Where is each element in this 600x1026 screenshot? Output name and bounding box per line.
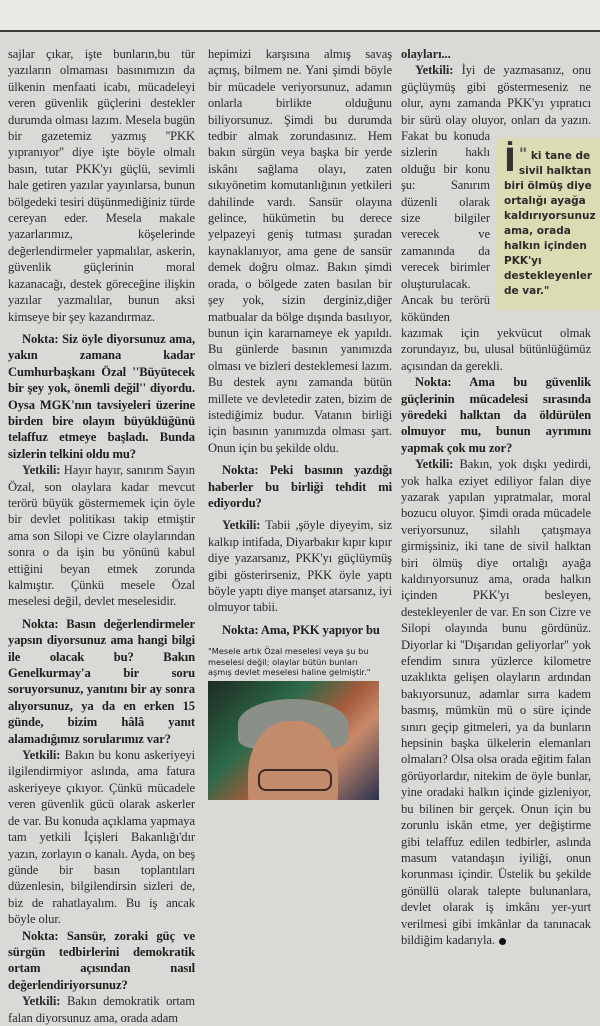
pull-quote-initial: İ [504,141,516,179]
answer-paragraph: Yetkili: İyi de yazmasanız, onu güçlüymüş gibi göstermeseniz ne olur, aynı zamanda PKK'yı yıpratıcı bir sürü olay oluyor, onları da yazın. Fakat bu konuda sizlerin haklı olduğu bir konu şu: Sanırım düzenli olarak size bilgiler verecek ve zamanında da verecek birimler oluşturulacak. Ancak bu terörü kökünden kazımak için yekvücut olmak zorundayız, bu, ulusal bütünlüğümüz açısından da gerekli. [401,63,591,373]
photo-caption: "Mesele artık Özal meselesi veya şu bu meselesi değil; olaylar bütün bunları aşmış devlet meselesi haline gelmiştir." [208,646,371,678]
portrait-photo [208,681,379,800]
pull-quote-text: ki tane de sivil halktan biri ölmüş diye ortalığı ayağa kaldırıyorsunuz ama, orada halkın içinden PKK'yı destekleyenler de var." [504,150,596,297]
text-column-1 [8,46,195,1026]
pull-quote [496,138,600,310]
answer-paragraph: Yetkili: Bakın demokratik ortam falan diyorsunuz ama, orada adam [8,994,195,1025]
text-column-2 [208,46,392,800]
answer-paragraph: Yetkili: Bakın, yok dışkı yedirdi, yok halka eziyet ediliyor falan diye yazarak yapılan yıpratmalar, moral bozucu oluyor. Şimdi orada mücadele veriyorsunuz, silahlı çatışmaya girmişsiniz, iki tane de sivil halktan biri ölmüş diye ortalığı ayağa kaldırıyorsunuz ama, orada halkın içinden PKK'yı besleyen, destekleyenler de var. En son Cizre ve Silopi olayında bunu gördünüz. Diyorlar ki ''Dışarıdan geliyorlar'' yok efendim sınıra yüzlerce kilometre uzaklıkta gelişen olayların ardından bakıyorsunuz, adamlar sırra kadem basmış, mümkün mü o süre içinde sınırı geçip gitmeleri, ya da bunların hepsinin başka ülkelerin elemanları olmaları? Olsa olsa orada eğitim falan görüyorlardır, nitekim de öyle bunlar, yine oradaki halkın içinde gizleniyor, bu bilinen bir gerçek. Onun için bu zorunlu iskân etme, yer değiştirme gibi telaffuz edilen tedbirler, aslında masum vatandaşın iyiliği, onun korunması içindir. Üstelik bu şekilde gönüllü olarak talepte bulunanlara, devlet olarak iş imkânı yer-yurt verilmesi gibi imkânlar da tanınacak bildiğim kadarıyla. [401,457,591,947]
paragraph: sajlar çıkar, işte bunların,bu tür yazıların olmaması basınımızın da ülkenin menfaati icabı, mücadeleyi veren güvenlik güçlerini destekler durumda olması lazım. Mesela bugün bir gazetemiz yazmış ''PKK yıpranıyor'' diye işte böyle olmalı basın, tutar PKK'yı güçlü, sevimli hale getiren yazılar yayınlarsa, bunun bölgedeki tesiri düşünmediğiniz türde cereyan eder. Mesela makale yazarlarımız, köşelerinde değerlendirmeler yapmalılar, askerin, güvenlik güçlerinin moral kazanacağı, destek göreceğine ilişkin yazılar yazmalılar, bunun aksi kimseye bir şey kazandırmaz. [8,47,195,324]
question-paragraph: Nokta: Ama, PKK yapıyor bu [222,622,380,637]
question-paragraph: Nokta: Ama bu güvenlik güçlerinin mücadelesi sırasında yöredeki halktan da öldürülen olmuyor mu, bunun ayrımını yapmak çok mu zor? [401,375,591,455]
page-top-rule [0,0,600,32]
answer-paragraph: Yetkili: Tabii ,şöyle diyeyim, siz kalkıp intifada, Diyarbakır kıpır kıpır diye yazarsanız, PKK'yı güçlüymüş gibi gösterirseniz, PKK öyle yaptı böyle yaptı diye manşet atarsanız, iyi olmuyor tabii. [208,518,392,615]
answer-paragraph: Yetkili: Hayır hayır, sanırım Sayın Özal, son olaylara kadar mevcut terörü büyük göstermemek için öyle bir devlet politikası takip etmiştir ama son Silopi ve Cizre olaylarından sonra o da işin bu yönünü kabul ettiğini beyan etmek zorunda kalmıştır. Çünkü mesele Özal meselesi değil, devlet meselesidir. [8,463,195,609]
pull-quote-open-mark: " [518,144,528,163]
column-2-text [208,46,392,638]
question-paragraph: Nokta: Sansür, zoraki güç ve sürgün tedbirlerini demokratik ortam açısından nasıl değerlendiriyorsunuz? [8,928,195,992]
paragraph: olayları... [401,47,451,61]
answer-paragraph: Yetkili: Bakın bu konu askeriyeyi ilgilendirmiyor aslında, ama fatura askeriyeye çıkıyor. Çünkü mücadele veren güvenlik gücü olarak askerler de var. Bu konuda açıklama yapmaya tam yetkili İçişleri Bakanlığı'dır yazın, zorlayın o kanalı. Ayda, on beş günde bir basın toplantıları düzenlesin, bilgilendirsin sizleri de, biz de rahatlayalım. Bu iş ancak böyle olur. [8,748,195,927]
paragraph: hepimizi karşısına almış savaş açmış, bilmem ne. Yani şimdi böyle bir mücadele veriyorsunuz, adamın onlarla birlikte olduğunu biliyorsunuz. Şimdi bu durumda tedbir almak zorundasınız. Hem bakın sürgün veya başka bir yerde iskânı sağlama olayı, zaten sıkıyönetim komutanlığının yetkileri dahilinde vardı. Sansür olayına gelince, hükümetin bu derece yelpazeyi geniş tutması şuradan kaynaklanıyor, ama gene de sansür demek doğru olmaz. Bakın şimdi orada, o bölgede zaten basılan bir şey yok, sizin derginiz,diğer matbualar da bölge dışında basılıyor, bunun için kararnameye ek yapıldı. Bu günlerde basının yanımızda olması ve bizleri desteklemesi lazım. Bu destek aynı zamanda bütün millete ve devletedir zaten, bizim de istediğimiz budur. Vatanın birliği için basının yanımızda olması şart. Onun için bu şekilde oldu. [208,47,392,455]
question-paragraph: Nokta: Basın değerlendirmeler yapsın diyorsunuz ama hangi bilgi ile olacak bu? Bakın Genelkurmay'a bir soru soruyorsunuz, yanıtını bir ay sonra alıyorsunuz, ya da en erken 15 günde, bizim hâlâ yanıt alamadığımız sorularımız var? [8,616,195,746]
end-mark-icon [499,938,506,945]
photo-glasses [258,769,332,791]
question-paragraph: Nokta: Siz öyle diyorsunuz ama, yakın zamana kadar Cumhurbaşkanı Özal ''Büyütecek bir şey yok, önemli değil'' diyordu. Oysa MGK'nın tavsiyeleri üzerine birden bire olayın büyüklüğünü telaffuz etmeye başladı. Bunda sizlerin telkini oldu mu? [8,331,195,461]
question-paragraph: Nokta: Peki basının yazdığı haberler bu birliği tehdit mi ediyordu? [208,463,392,510]
text-column-3 [401,46,596,948]
